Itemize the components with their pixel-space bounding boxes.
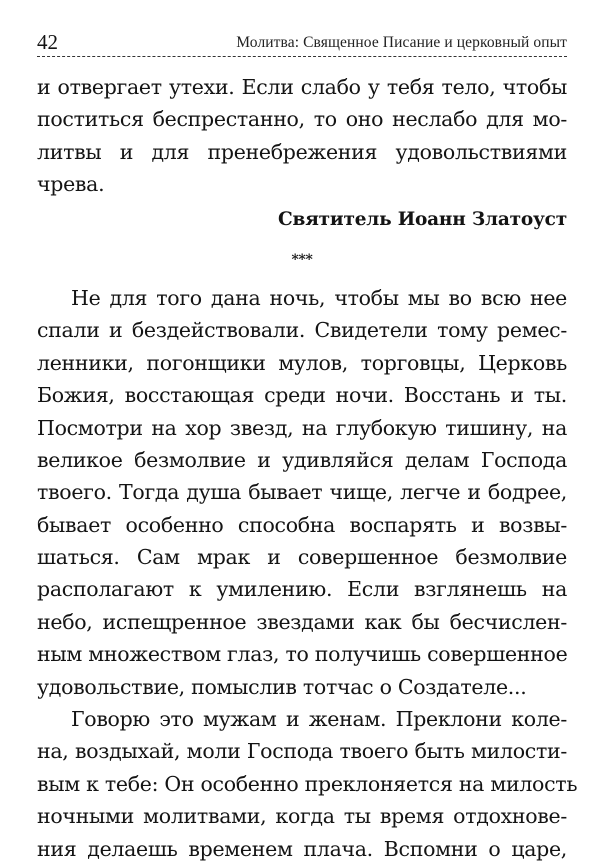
text-line: Не для того дана ночь, чтобы мы во всю нее bbox=[71, 285, 567, 310]
text-line: удовольствие, помыслив тотчас о Создателе... bbox=[37, 674, 527, 699]
page-number: 42 bbox=[37, 30, 58, 54]
text-line: Посмотри на хор звезд, на глубокую тишину, на bbox=[37, 415, 567, 440]
text-line: ленники, погонщики мулов, торговцы, Церковь bbox=[37, 350, 567, 375]
text-line: ночными молитвами, когда ты время отдохнове- bbox=[37, 804, 567, 829]
text-line: бывает особенно способна воспарять и возвы- bbox=[37, 512, 567, 537]
text-line: шаться. Сам мрак и совершенное безмолвие bbox=[37, 545, 567, 570]
text-line: и отвергает утехи. Если слабо у тебя тело, чтобы bbox=[37, 75, 567, 99]
text-line: поститься беспрестанно, то оно неслабо для мо- bbox=[37, 107, 567, 132]
text-line: чрева. bbox=[37, 172, 105, 197]
text-line: небо, испещренное звездами как бы бесчислен- bbox=[37, 609, 567, 634]
text-line: располагают к умилению. Если взглянешь на bbox=[37, 577, 567, 602]
running-header bbox=[37, 22, 567, 57]
text-line: ным множеством глаз, то получишь совершенное bbox=[37, 642, 568, 667]
text-line: Говорю это мужам и женам. Преклони коле- bbox=[71, 707, 567, 732]
text-line: великое безмолвие и удивляйся делам Господа bbox=[37, 447, 567, 472]
paragraph bbox=[37, 282, 567, 703]
text-line: Божия, восстающая среди ночи. Восстань и ты. bbox=[37, 383, 567, 408]
text-line: твоего. Тогда душа бывает чище, легче и бодрее, bbox=[37, 480, 567, 505]
text-line: спали и бездействовали. Свидетели тому ремес- bbox=[37, 318, 567, 343]
quote-ending bbox=[37, 71, 567, 201]
text-line: литвы и для пренебрежения удовольствиями bbox=[37, 139, 567, 164]
page-body bbox=[37, 71, 578, 865]
quote-attribution: Святитель Иоанн Златоуст bbox=[278, 208, 567, 230]
text-line: на, воздыхай, моли Господа твоего быть милости- bbox=[37, 739, 567, 764]
text-line: ния делаешь временем плача. Вспомни о царе, bbox=[37, 836, 567, 861]
running-title: Молитва: Священное Писание и церковный опыт bbox=[236, 34, 567, 51]
section-separator: *** bbox=[291, 251, 313, 268]
paragraph bbox=[37, 703, 578, 865]
text-line: вым к тебе: Он особенно преклоняется на милость bbox=[37, 771, 578, 796]
